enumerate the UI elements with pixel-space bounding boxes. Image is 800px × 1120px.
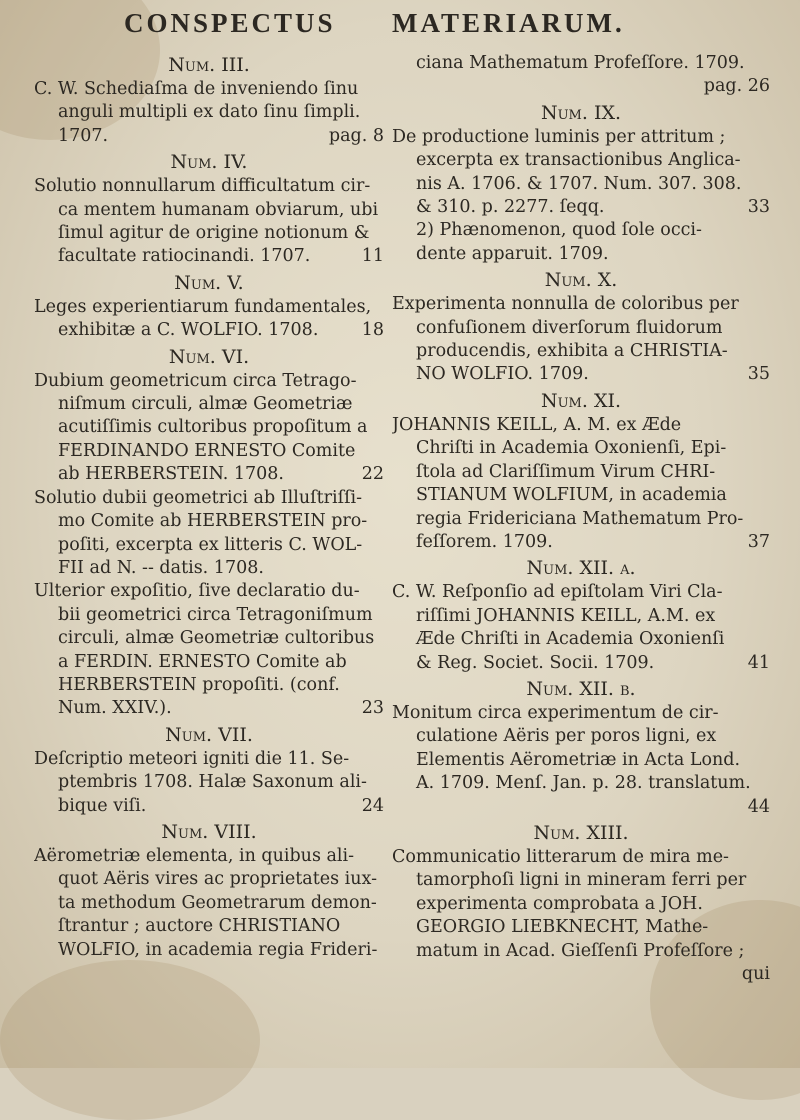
toc-entry bbox=[34, 722, 384, 818]
line-text: Num. XXIV.). bbox=[58, 698, 172, 719]
line-text: Æde Chriſti in Academia Oxonienſi bbox=[416, 629, 725, 650]
entry-line bbox=[34, 939, 384, 962]
line-text: bii geometrici circa Tetragoniſmum bbox=[58, 604, 373, 625]
entry-number: Num. VI. bbox=[168, 345, 250, 368]
entry-line bbox=[392, 702, 770, 725]
line-text: mo Comite ab HERBERSTEIN pro- bbox=[58, 511, 368, 532]
entry-line bbox=[34, 580, 384, 603]
entry-line bbox=[392, 846, 770, 869]
line-text: anguli multipli ex dato ſinu ſimpli. bbox=[58, 102, 361, 123]
line-text: NO WOLFIO. 1709. bbox=[416, 364, 589, 385]
entry-number: Num. X. bbox=[544, 269, 618, 292]
line-text: Solutio nonnullarum difficultatum cir- bbox=[34, 176, 371, 197]
entry-line bbox=[34, 463, 384, 486]
entry-line bbox=[34, 510, 384, 533]
entry-line bbox=[34, 604, 384, 627]
entry-line bbox=[34, 125, 384, 148]
entry-line bbox=[392, 940, 770, 963]
line-text: FERDINANDO ERNESTO Comite bbox=[58, 440, 356, 461]
entry-line bbox=[34, 892, 384, 915]
entry-line bbox=[34, 296, 384, 319]
entry-line bbox=[34, 440, 384, 463]
page-number: 33 bbox=[747, 197, 770, 218]
line-text: FII ad N. -- datis. 1708. bbox=[58, 557, 264, 578]
line-text: experimenta comprobata a JOH. bbox=[416, 893, 703, 914]
entry-line bbox=[392, 293, 770, 316]
toc-entry bbox=[34, 149, 384, 269]
line-text: Ulterior expoſitio, ſive declaratio du- bbox=[34, 581, 360, 602]
line-text: bique viſi. bbox=[58, 795, 147, 816]
line-text: riſſimi JOHANNIS KEILL, A.M. ex bbox=[416, 605, 716, 626]
line-text: & Reg. Societ. Socii. 1709. bbox=[416, 652, 655, 673]
page-number: 23 bbox=[361, 698, 384, 719]
line-text: Communicatio litterarum de mira me- bbox=[392, 846, 729, 867]
entry-line bbox=[34, 416, 384, 439]
entry-line bbox=[392, 963, 770, 986]
entry-line bbox=[34, 78, 384, 101]
entry-line bbox=[34, 697, 384, 720]
line-text: regia Fridericiana Mathematum Pro- bbox=[416, 508, 744, 529]
line-text: 2) Phænomenon, quod ſole occi- bbox=[416, 220, 702, 241]
line-text: De productione luminis per attritum ; bbox=[392, 126, 726, 147]
toc-entry bbox=[392, 555, 770, 675]
line-text: poſiti, excerpta ex litteris C. WOL- bbox=[58, 534, 363, 555]
line-text: ſimul agitur de origine notionum & bbox=[58, 223, 370, 244]
entry-line bbox=[392, 605, 770, 628]
line-text: matum in Acad. Gieſſenſi Profeſſore ; bbox=[416, 940, 745, 961]
entry-line bbox=[34, 748, 384, 771]
page-number: pag. 8 bbox=[328, 125, 384, 146]
page-number: 41 bbox=[747, 652, 770, 673]
line-text: Aërometriæ elementa, in quibus ali- bbox=[34, 845, 355, 866]
line-text: WOLFIO, in academia regia Frideri- bbox=[58, 939, 378, 960]
toc-entry bbox=[392, 388, 770, 554]
entry-line bbox=[34, 245, 384, 268]
entry-number: Num. VII. bbox=[165, 723, 253, 746]
header-left: CONSPECTUS bbox=[124, 8, 336, 38]
page-number: 24 bbox=[361, 795, 384, 816]
entry-line bbox=[392, 75, 770, 98]
entry-line bbox=[392, 219, 770, 242]
line-text: Monitum circa experimentum de cir- bbox=[392, 702, 719, 723]
entry-line bbox=[392, 652, 770, 675]
entry-line bbox=[392, 628, 770, 651]
page-number: 11 bbox=[361, 246, 384, 267]
entry-line bbox=[34, 627, 384, 650]
page-number: 44 bbox=[747, 796, 770, 817]
toc-entry bbox=[34, 344, 384, 721]
line-text: Deſcriptio meteori igniti die 11. Se- bbox=[34, 748, 350, 769]
line-text: circuli, almæ Geometriæ cultoribus bbox=[58, 628, 375, 649]
toc-entry bbox=[392, 100, 770, 266]
line-text: a FERDIN. ERNESTO Comite ab bbox=[58, 651, 347, 672]
entry-line bbox=[392, 531, 770, 554]
entry-number: Num. IV. bbox=[170, 151, 248, 174]
entry-line bbox=[392, 196, 770, 219]
toc-entry bbox=[392, 676, 770, 819]
entry-number: Num. III. bbox=[168, 54, 250, 76]
entry-line bbox=[34, 319, 384, 342]
entry-number: Num. V. bbox=[174, 271, 244, 294]
entry-line bbox=[34, 222, 384, 245]
left-column bbox=[34, 52, 384, 963]
line-text: HERBERSTEIN propoſiti. (conf. bbox=[58, 674, 340, 695]
entry-line bbox=[34, 199, 384, 222]
line-text: excerpta ex transactionibus Anglica- bbox=[416, 150, 741, 171]
entry-line bbox=[34, 534, 384, 557]
entry-line bbox=[392, 725, 770, 748]
line-text: Leges experientiarum fundamentales, bbox=[34, 296, 372, 317]
entry-line bbox=[392, 796, 770, 819]
entry-number: Num. IX. bbox=[540, 101, 622, 124]
entry-line bbox=[392, 340, 770, 363]
entry-number: Num. VIII. bbox=[161, 820, 257, 843]
page-number: 22 bbox=[361, 464, 384, 485]
entry-line bbox=[392, 126, 770, 149]
line-text: Chriſti in Academia Oxonienſi, Epi- bbox=[416, 438, 727, 459]
line-text: ta methodum Geometrarum demon- bbox=[58, 892, 377, 913]
line-text: exhibitæ a C. WOLFIO. 1708. bbox=[58, 320, 319, 341]
page-number: qui bbox=[741, 964, 770, 984]
line-text: 1707. bbox=[58, 125, 109, 146]
running-header bbox=[0, 8, 800, 44]
entry-line bbox=[34, 674, 384, 697]
line-text: ptembris 1708. Halæ Saxonum ali- bbox=[58, 772, 367, 793]
line-text: quot Aëris vires ac proprietates iux- bbox=[58, 869, 378, 890]
entry-line bbox=[34, 795, 384, 818]
toc-entry bbox=[34, 52, 384, 148]
entry-line bbox=[392, 484, 770, 507]
line-text: JOHANNIS KEILL, A. M. ex Æde bbox=[392, 414, 682, 435]
entry-line bbox=[392, 869, 770, 892]
line-text: GEORGIO LIEBKNECHT, Mathe- bbox=[416, 917, 709, 938]
entry-line bbox=[34, 175, 384, 198]
entry-line bbox=[392, 508, 770, 531]
entry-number: Num. XII. b. bbox=[526, 677, 636, 700]
entry-line bbox=[392, 893, 770, 916]
line-text: C. W. Schediaſma de inveniendo ſinu bbox=[34, 79, 359, 99]
line-text: & 310. p. 2277. ſeqq. bbox=[416, 197, 605, 218]
line-text: feſſorem. 1709. bbox=[416, 531, 553, 552]
paper-stain bbox=[0, 960, 260, 1120]
line-text: ciana Mathematum Profeſſore. 1709. bbox=[416, 53, 745, 73]
entry-line bbox=[34, 651, 384, 674]
line-text: ſtola ad Clariſſimum Virum CHRI- bbox=[416, 461, 716, 482]
line-text: ca mentem humanam obviarum, ubi bbox=[58, 199, 379, 220]
entry-line bbox=[392, 581, 770, 604]
entry-line bbox=[392, 749, 770, 772]
entry-line bbox=[392, 317, 770, 340]
line-text: Experimenta nonnulla de coloribus per bbox=[392, 294, 739, 315]
line-text: Elementis Aërometriæ in Acta Lond. bbox=[416, 749, 741, 770]
line-text: STIANUM WOLFIUM, in academia bbox=[416, 485, 727, 506]
entry-number: Num. XIII. bbox=[533, 821, 629, 844]
entry-number: Num. XII. a. bbox=[526, 557, 636, 580]
header-right: MATERIARUM. bbox=[392, 8, 625, 38]
entry-line bbox=[34, 915, 384, 938]
entry-line bbox=[34, 487, 384, 510]
entry-number: Num. XI. bbox=[540, 389, 622, 412]
entry-line bbox=[392, 363, 770, 386]
line-text: C. W. Reſponſio ad epiſtolam Viri Cla- bbox=[392, 582, 723, 603]
line-text: acutiſſimis cultoribus propoſitum a bbox=[58, 417, 368, 438]
entry-line bbox=[392, 414, 770, 437]
toc-entry bbox=[392, 267, 770, 387]
line-text: culatione Aëris per poros ligni, ex bbox=[416, 726, 717, 747]
entry-line bbox=[34, 101, 384, 124]
entry-line bbox=[392, 916, 770, 939]
line-text: A. 1709. Menſ. Jan. p. 28. translatum. bbox=[416, 773, 751, 794]
line-text: facultate ratiocinandi. 1707. bbox=[58, 246, 311, 267]
entry-line bbox=[392, 243, 770, 266]
page-number: pag. 26 bbox=[703, 76, 770, 97]
page-number: 37 bbox=[747, 531, 770, 552]
entry-line bbox=[34, 845, 384, 868]
entry-line bbox=[34, 393, 384, 416]
line-text: Dubium geometricum circa Tetrago- bbox=[34, 370, 357, 391]
line-text: niſmum circuli, almæ Geometriæ bbox=[58, 394, 353, 415]
toc-entry bbox=[34, 270, 384, 343]
line-text: Solutio dubii geometrici ab Illuſtriſſi- bbox=[34, 487, 363, 508]
entry-line bbox=[392, 772, 770, 795]
toc-entry bbox=[392, 52, 770, 99]
page-number: 35 bbox=[747, 364, 770, 385]
line-text: producendis, exhibita a CHRISTIA- bbox=[416, 341, 728, 362]
line-text: confuſionem diverſorum fluidorum bbox=[416, 317, 723, 338]
entry-line bbox=[392, 461, 770, 484]
page-number: 18 bbox=[361, 320, 384, 341]
entry-line bbox=[34, 557, 384, 580]
line-text: tamorphoſi ligni in mineram ferri per bbox=[416, 870, 747, 891]
entry-line bbox=[392, 52, 770, 75]
line-text: ab HERBERSTEIN. 1708. bbox=[58, 464, 284, 485]
entry-line bbox=[34, 370, 384, 393]
entry-line bbox=[34, 868, 384, 891]
toc-entry bbox=[392, 820, 770, 986]
entry-line bbox=[392, 173, 770, 196]
line-text: dente apparuit. 1709. bbox=[416, 243, 609, 264]
right-column bbox=[392, 52, 770, 987]
toc-entry bbox=[34, 819, 384, 962]
entry-line bbox=[392, 437, 770, 460]
line-text: nis A. 1706. & 1707. Num. 307. 308. bbox=[416, 173, 742, 194]
entry-line bbox=[34, 771, 384, 794]
line-text: ſtrantur ; auctore CHRISTIANO bbox=[58, 916, 341, 937]
entry-line bbox=[392, 149, 770, 172]
